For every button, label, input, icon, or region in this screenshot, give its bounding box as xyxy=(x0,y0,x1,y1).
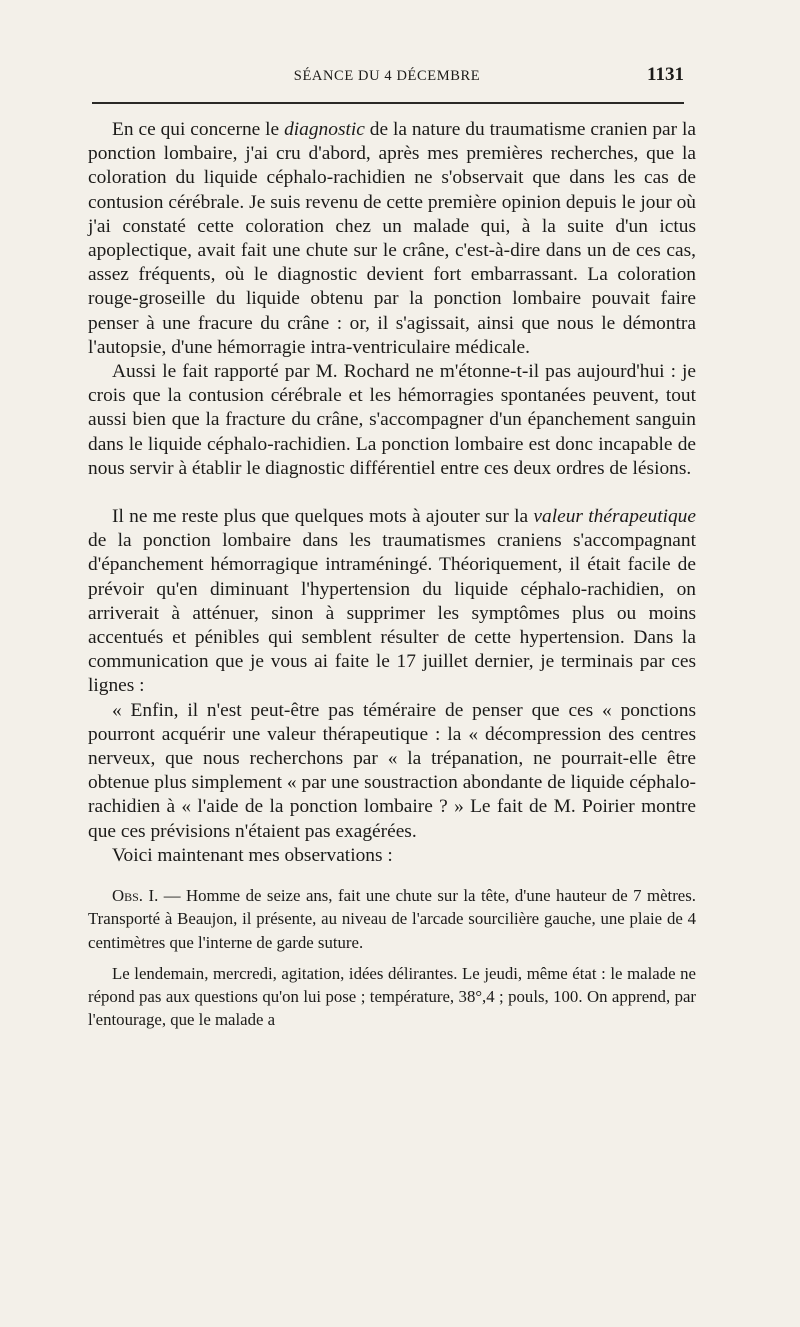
page-body xyxy=(88,118,696,1031)
obs-label: Obs xyxy=(112,886,139,906)
section-gap xyxy=(88,481,696,505)
observation-1-continued: Le lendemain, mercredi, agitation, idées délirantes. Le jeudi, même état : le malade ne répond pas aux questions qu'on lui pose ; température, 38°,4 ; pouls, 100. On apprend, par l'entourage, que le malade a xyxy=(88,963,696,1030)
text-run: En ce qui concerne le xyxy=(112,119,285,140)
obs-spacer xyxy=(88,954,696,962)
paragraph-therapeutic xyxy=(88,505,696,699)
emphasis-therapeutic-value: valeur thérapeutique xyxy=(533,506,696,528)
page-number: 1131 xyxy=(647,64,684,85)
observation-1 xyxy=(88,884,696,954)
text-run: de la ponction lombaire dans les traumatismes craniens s'accompagnant d'épanchement hémorragique intraméningé. Théoriquement, il était facile de prévoir qu'en diminuant l'hypertension du liquide céphalo-rachidien, on arriverait à atténuer, sinon à supprimer les symptômes plus ou moins accentués et pénibles qui semblent résulter de cette hypertension. Dans la communication que je vous ai faite le 17 juillet dernier, je terminais par ces lignes : xyxy=(88,530,696,697)
quoted-passage: « Enfin, il n'est peut-être pas téméraire de penser que ces « ponctions pourront acquérir une valeur thérapeutique : la « décompression des centres nerveux, que nous recherchons par « la trépanation, ne pourrait-elle être obtenue plus simplement « par une soustraction abondante de liquide céphalo-rachidien à « l'aide de la ponction lombaire ? » Le fait de M. Poirier montre que ces prévisions n'étaient pas exagérées. xyxy=(88,699,696,842)
paragraph-rochard: Aussi le fait rapporté par M. Rochard ne m'étonne-t-il pas aujourd'hui : je crois que la contusion cérébrale et les hémorragies spontanées peuvent, tout aussi bien que la fracture du crâne, s'accompagner d'un épanchement sanguin dans le liquide céphalo-rachidien. La ponction lombaire est donc incapable de nous servir à établir le diagnostic différentiel entre ces deux ordres de lésions. xyxy=(88,361,696,479)
section-gap xyxy=(88,868,696,884)
text-run: Il ne me reste plus que quelques mots à ajouter sur la xyxy=(112,506,534,528)
paragraph-diagnostic xyxy=(88,118,696,360)
header-rule xyxy=(92,102,684,104)
paragraph-observations-intro: Voici maintenant mes observations : xyxy=(112,844,393,866)
emphasis-diagnostic: diagnostic xyxy=(284,119,365,140)
running-title: SÉANCE DU 4 DÉCEMBRE xyxy=(293,68,481,84)
text-run: . I. — Homme de seize ans, fait une chute sur la tête, d'une hauteur de 7 mètres. Transporté à Beaujon, il présente, au niveau de l'arcade sourcilière gauche, une plaie de 4 centimètres que l'interne de garde suture. xyxy=(88,886,696,952)
text-run: de la nature du traumatisme cranien par la ponction lombaire, j'ai cru d'abord, après mes premières recherches, que la coloration du liquide céphalo-rachidien ne s'observait que dans les cas de contusion cérébrale. Je suis revenu de cette première opinion depuis le jour où j'ai constaté cette coloration chez un malade qui, à la suite d'un ictus apoplectique, avait fait une chute sur le crâne, c'est-à-dire dans un de ces cas, assez fréquents, où le diagnostic devient fort embarrassant. La coloration rouge-groseille du liquide obtenu par la ponction lombaire pouvait faire penser à une fracure du crâne : or, il s'agissait, ainsi que nous le démontra l'autopsie, d'une hémorragie intra-ventriculaire médicale. xyxy=(88,119,696,358)
running-head xyxy=(90,64,684,88)
